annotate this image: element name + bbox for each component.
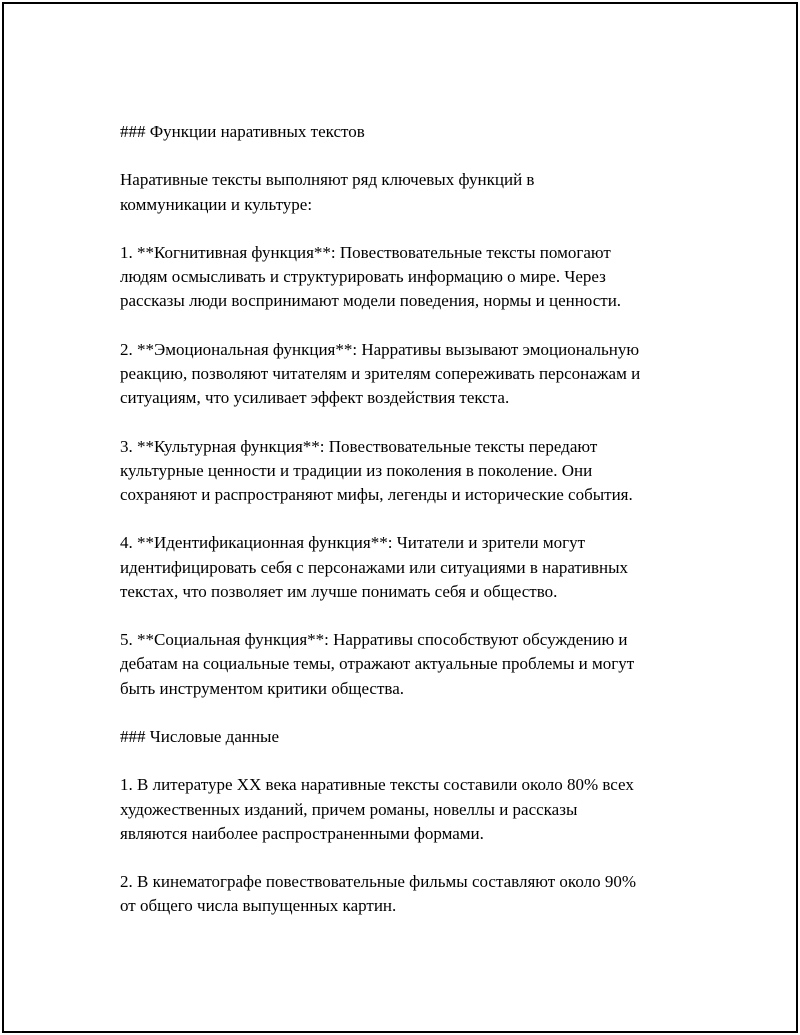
function-line: сохраняют и распространяют мифы, легенды и исторические события.: [120, 484, 633, 504]
function-line: 3. **Культурная функция**: Повествовательные тексты передают: [120, 436, 598, 456]
function-item-emotional: [120, 338, 700, 411]
intro-line: коммуникации и культуре:: [120, 194, 313, 214]
function-line: реакцию, позволяют читателям и зрителям сопереживать персонажам и: [120, 363, 641, 383]
document-body: [120, 120, 700, 943]
function-item-identification: [120, 531, 700, 604]
heading-numbers: ### Числовые данные: [120, 726, 280, 746]
numbers-line: 1. В литературе XX века наративные тексты составили около 80% всех: [120, 775, 634, 795]
function-line: быть инструментом критики общества.: [120, 678, 404, 698]
function-line: 2. **Эмоциональная функция**: Нарративы вызывают эмоциональную: [120, 339, 640, 359]
intro-paragraph: [120, 168, 700, 216]
numbers-item-cinema: [120, 870, 700, 918]
function-line: дебатам на социальные темы, отражают актуальные проблемы и могут: [120, 654, 635, 674]
heading-functions: ### Функции наративных текстов: [120, 122, 365, 141]
numbers-line: 2. В кинематографе повествовательные фильмы составляют около 90%: [120, 872, 636, 892]
function-line: ситуациям, что усиливает эффект воздействия текста.: [120, 388, 510, 408]
function-line: 1. **Когнитивная функция**: Повествовательные тексты помогают: [120, 242, 611, 262]
function-line: культурные ценности и традиции из поколения в поколение. Они: [120, 460, 593, 480]
function-line: рассказы люди воспринимают модели поведения, нормы и ценности.: [120, 291, 622, 311]
function-item-cultural: [120, 435, 700, 508]
numbers-line: являются наиболее распространенными формами.: [120, 823, 484, 843]
function-line: текстах, что позволяет им лучше понимать себя и общество.: [120, 581, 558, 601]
function-line: 5. **Социальная функция**: Нарративы способствуют обсуждению и: [120, 630, 628, 650]
numbers-item-literature: [120, 773, 700, 846]
function-item-social: [120, 628, 700, 701]
function-line: людям осмысливать и структурировать информацию о мире. Через: [120, 267, 606, 287]
function-line: идентифицировать себя с персонажами или ситуациями в наративных: [120, 557, 628, 577]
function-item-cognitive: [120, 241, 700, 314]
intro-line: Наративные тексты выполняют ряд ключевых функций в: [120, 170, 535, 190]
function-line: 4. **Идентификационная функция**: Читатели и зрители могут: [120, 533, 586, 553]
numbers-line: художественных изданий, причем романы, новеллы и рассказы: [120, 799, 578, 819]
numbers-line: от общего числа выпущенных картин.: [120, 896, 397, 916]
document-page: [2, 2, 798, 1033]
